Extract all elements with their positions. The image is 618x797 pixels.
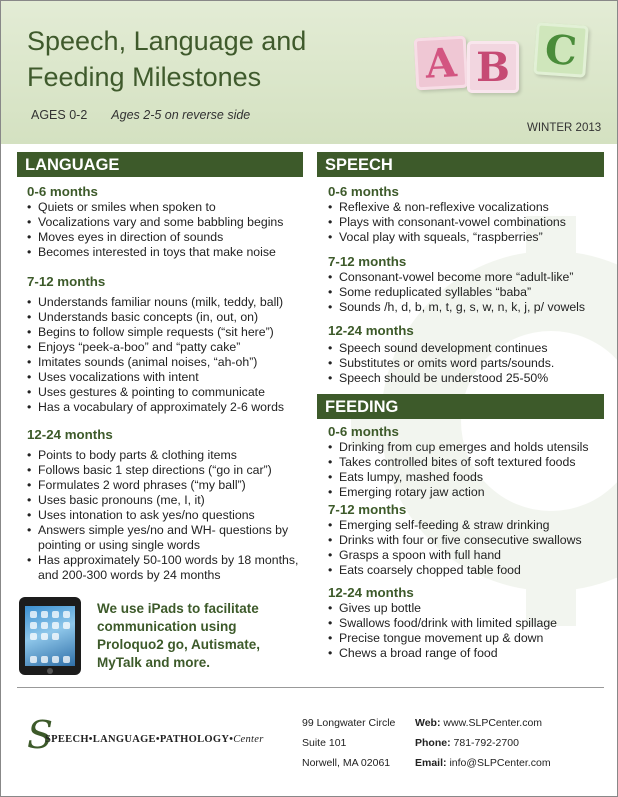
address-line: Suite 101 (302, 737, 347, 749)
email-link[interactable]: info@SLPCenter.com (449, 757, 551, 769)
logo-suffix: Center (233, 734, 264, 745)
feeding-0-6-heading: 0-6 months (328, 424, 399, 439)
list-item: • Enjoys “peek-a-boo” and “patty cake” (27, 340, 307, 355)
feeding-7-12 (328, 502, 613, 578)
page-title (27, 23, 306, 95)
address-block (302, 713, 395, 773)
list-item: • Uses basic pronouns (me, I, it) (27, 493, 307, 508)
speech-12-24 (328, 323, 608, 386)
ages-label: AGES 0-2 (31, 108, 88, 122)
abc-block-c-icon: C (533, 22, 589, 78)
list-item: • Uses vocalizations with intent (27, 370, 307, 385)
list-item: • Consonant-vowel become more “adult-like” (328, 270, 608, 285)
list-item: • Follows basic 1 step directions (“go in car”) (27, 463, 307, 478)
season-label: WINTER 2013 (527, 122, 602, 134)
list-item: • Vocalizations vary and some babbling begins (27, 215, 307, 230)
title-line-1: Speech, Language and (27, 26, 307, 56)
list-item: • Emerging self-feeding & straw drinking (328, 518, 613, 533)
speech-0-6-heading: 0-6 months (328, 184, 399, 199)
list-item: • Chews a broad range of food (328, 646, 613, 661)
speech-7-12-heading: 7-12 months (328, 254, 407, 269)
age-range (31, 108, 250, 122)
feeding-12-24 (328, 585, 613, 661)
list-item: • Eats coarsely chopped table food (328, 563, 613, 578)
ages-note: Ages 2-5 on reverse side (111, 108, 251, 122)
list-item: • Uses gestures & pointing to communicate (27, 385, 307, 400)
phone-label: Phone: (415, 737, 451, 749)
list-item: • Precise tongue movement up & down (328, 631, 613, 646)
list-item: • Understands basic concepts (in, out, on) (27, 310, 307, 325)
list-item: • Formulates 2 word phrases (“my ball”) (27, 478, 307, 493)
feeding-12-24-heading: 12-24 months (328, 585, 414, 600)
language-7-12-heading: 7-12 months (27, 274, 106, 289)
list-item: • Has approximately 50-100 words by 18 months, and 200-300 words by 24 months (27, 553, 307, 583)
feeding-7-12-heading: 7-12 months (328, 502, 407, 517)
list-item: • Moves eyes in direction of sounds (27, 230, 307, 245)
list-item: • Speech should be understood 25-50% (328, 371, 608, 386)
email-label: Email: (415, 757, 447, 769)
speech-12-24-heading: 12-24 months (328, 323, 414, 338)
web-label: Web: (415, 717, 441, 729)
list-item: • Begins to follow simple requests (“sit here”) (27, 325, 307, 340)
ipad-note: We use iPads to facilitate communication using Proloquo2 go, Autismate, MyTalk and more. (97, 601, 261, 670)
language-0-6 (27, 184, 307, 260)
list-item: • Vocal play with squeals, “raspberries” (328, 230, 608, 245)
phone-number: 781-792-2700 (453, 737, 519, 749)
list-item: • Eats lumpy, mashed foods (328, 470, 613, 485)
list-item: • Drinking from cup emerges and holds utensils (328, 440, 613, 455)
contact-block (415, 713, 551, 773)
abc-block-a-icon: A (414, 36, 469, 91)
logo-mark-icon: S (27, 713, 54, 757)
list-item: • Emerging rotary jaw action (328, 485, 613, 500)
footer-divider (17, 687, 604, 688)
list-item: • Speech sound development continues (328, 341, 608, 356)
speech-0-6 (328, 184, 608, 245)
list-item: • Substitutes or omits word parts/sounds. (328, 356, 608, 371)
list-item: • Drinks with four or five consecutive swallows (328, 533, 613, 548)
list-item: • Uses intonation to ask yes/no questions (27, 508, 307, 523)
language-0-6-heading: 0-6 months (27, 184, 98, 199)
list-item: • Takes controlled bites of soft textured foods (328, 455, 613, 470)
list-item: • Some reduplicated syllables “baba” (328, 285, 608, 300)
list-item: • Grasps a spoon with full hand (328, 548, 613, 563)
list-item: • Plays with consonant-vowel combinations (328, 215, 608, 230)
language-7-12 (27, 274, 307, 415)
list-item: • Understands familiar nouns (milk, teddy, ball) (27, 295, 307, 310)
list-item: • Swallows food/drink with limited spillage (328, 616, 613, 631)
list-item: • Becomes interested in toys that make noise (27, 245, 307, 260)
speech-section-header: SPEECH (317, 152, 604, 177)
logo-wordmark (45, 734, 264, 745)
feeding-section-header: FEEDING (317, 394, 604, 419)
home-button-icon (47, 668, 53, 674)
list-item: • Answers simple yes/no and WH- questions by pointing or using single words (27, 523, 307, 553)
address-line: 99 Longwater Circle (302, 717, 396, 729)
title-line-2: Feeding Milestones (27, 62, 262, 92)
abc-block-b-icon: B (467, 41, 519, 93)
list-item: • Sounds /h, d, b, m, t, g, s, w, n, k, j, p/ vowels (328, 300, 608, 315)
language-section-header: LANGUAGE (17, 152, 303, 177)
list-item: • Points to body parts & clothing items (27, 448, 307, 463)
list-item: • Imitates sounds (animal noises, “ah-oh”) (27, 355, 307, 370)
ipad-icon (19, 597, 81, 675)
list-item: • Has a vocabulary of approximately 2-6 words (27, 400, 307, 415)
logo-name: SPEECH•LANGUAGE•PATHOLOGY• (45, 734, 234, 745)
list-item: • Quiets or smiles when spoken to (27, 200, 307, 215)
speech-7-12 (328, 254, 608, 315)
list-item: • Gives up bottle (328, 601, 613, 616)
language-12-24-heading: 12-24 months (27, 427, 113, 442)
language-12-24 (27, 427, 307, 583)
list-item: • Reflexive & non-reflexive vocalizations (328, 200, 608, 215)
address-line: Norwell, MA 02061 (302, 757, 391, 769)
ipad-screen (25, 606, 75, 666)
feeding-0-6 (328, 424, 613, 500)
web-link[interactable]: www.SLPCenter.com (443, 717, 543, 729)
